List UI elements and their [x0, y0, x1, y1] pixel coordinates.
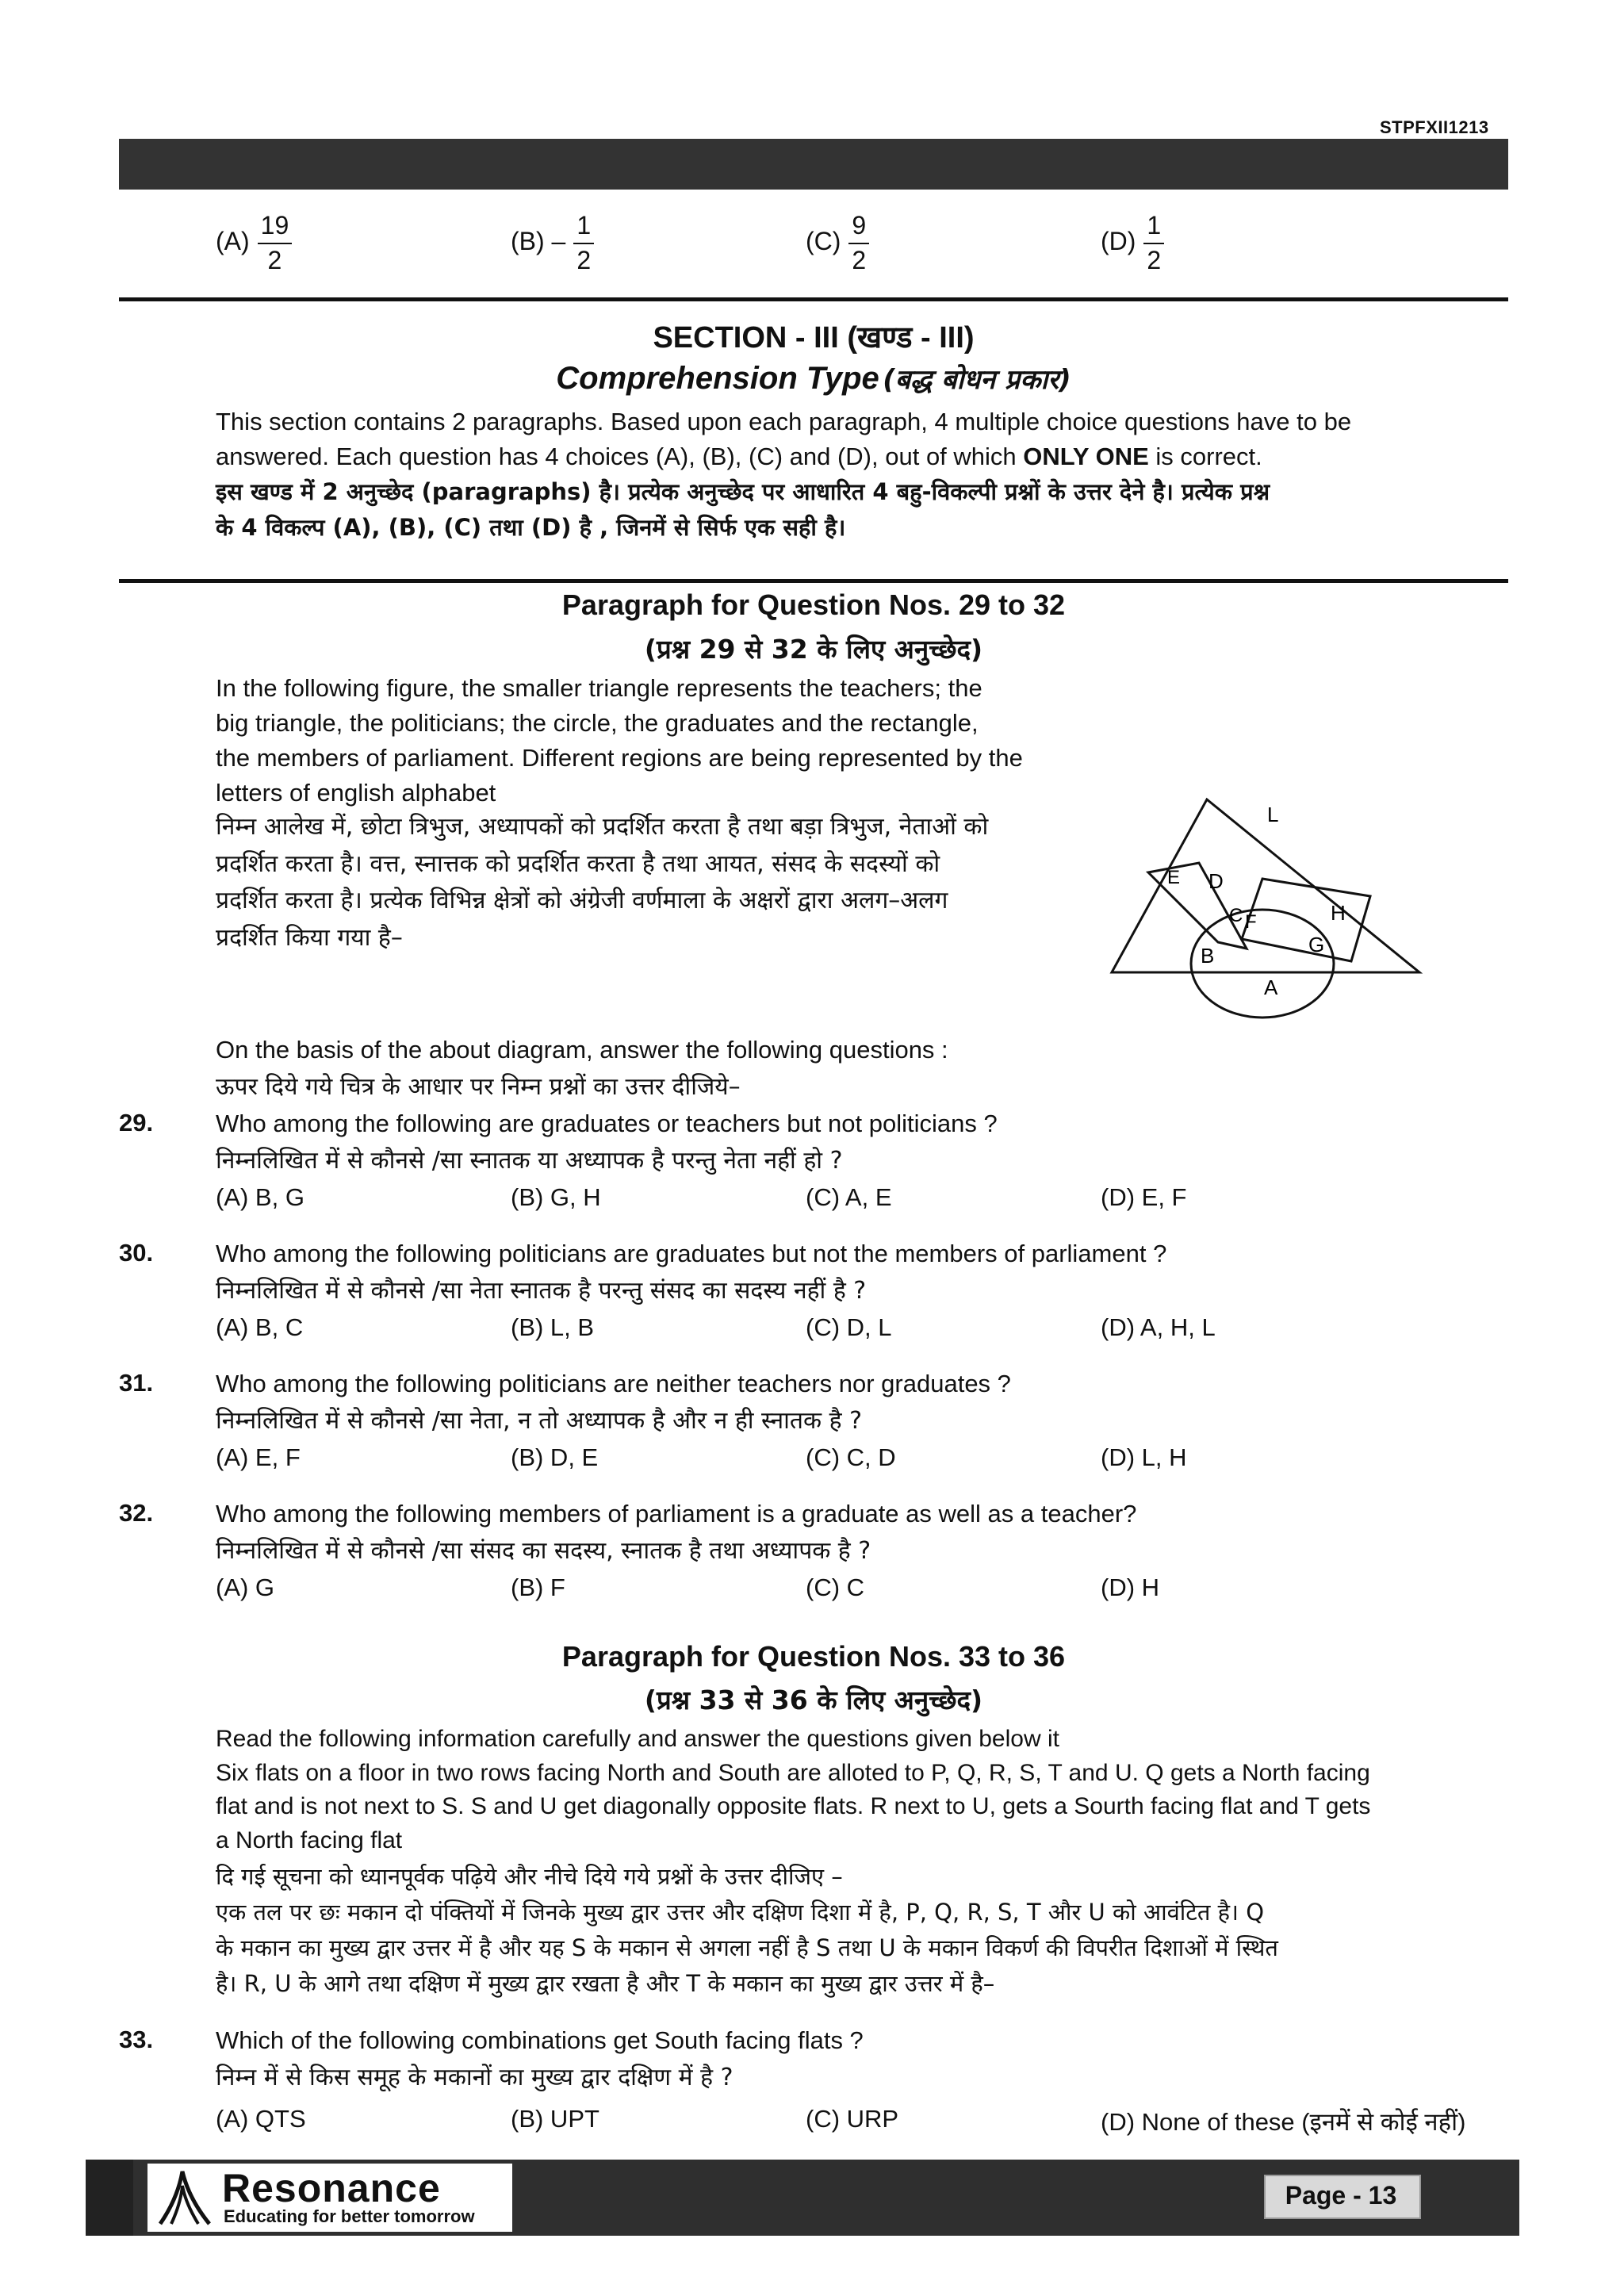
footer-left-block [86, 2160, 133, 2236]
section-intro-hi [216, 474, 1508, 546]
answer-option[interactable]: (C) D, L [806, 1313, 892, 1341]
option-label: (B) – [511, 227, 566, 256]
text-line: निम्न आलेख में, छोटा त्रिभुज, अध्यापकों को प्रदर्शित करता है तथा बड़ा त्रिभुज, नेताओं को [216, 813, 989, 841]
question-text-hi: निम्नलिखित में से कौनसे /सा स्नातक या अध्यापक है परन्तु नेता नहीं हो ? [216, 1146, 843, 1175]
text-line: दि गई सूचना को ध्यानपूर्वक पढ़िये और नीचे दिये गये प्रश्नों के उत्तर दीजिए – [216, 1863, 843, 1890]
resonance-logo-icon [154, 2167, 216, 2229]
basis-text-hi: ऊपर दिये गये चित्र के आधार पर निम्न प्रश्नों का उत्तर दीजिये– [216, 1073, 741, 1101]
question-30 [216, 1236, 1508, 1309]
answer-option[interactable]: (D) L, H [1101, 1443, 1187, 1471]
basis-text-en: On the basis of the about diagram, answer the following questions : [216, 1036, 948, 1064]
answer-option[interactable]: (C) A, E [806, 1183, 892, 1211]
paragraph2-text-hi [216, 1859, 1508, 2002]
text-line: the members of parliament. Different regions are being represented by the [216, 744, 1023, 772]
section-title: SECTION - III (खण्ड - III) [653, 321, 975, 355]
question-text-en: Which of the following combinations get South facing flats ? [216, 2026, 864, 2054]
intro-text: is correct. [1148, 443, 1262, 471]
subtitle-hi: (बद्ध बोधन प्रकार) [883, 364, 1071, 396]
paragraph1-heading: Paragraph for Question Nos. 29 to 32 [561, 588, 1066, 621]
text-line: प्रदर्शित करता है। प्रत्येक विभिन्न क्षेत्रों को अंग्रेजी वर्णमाला के अक्षरों द्वारा अलग–अलग [216, 887, 948, 914]
intro-line: This section contains 2 paragraphs. Based upon each paragraph, 4 multiple choice questions have to be [216, 408, 1352, 435]
label-f: F [1245, 911, 1257, 933]
paragraph1-text-hi [216, 809, 1116, 956]
text-line: प्रदर्शित करता है। वत्त, स्नात्तक को प्रदर्शित करता है तथा आयत, संसद के सदस्यों को [216, 849, 940, 878]
answer-option[interactable]: (D) H [1101, 1573, 1160, 1601]
page-number: Page - 13 [1285, 2181, 1397, 2210]
big-triangle [1112, 799, 1419, 972]
answer-option[interactable]: (A) B, C [216, 1313, 304, 1341]
fraction [258, 213, 293, 274]
question-number: 33. [119, 2026, 154, 2053]
label-h: H [1331, 901, 1346, 925]
venn-diagram [1094, 785, 1427, 1023]
logo-wordmark: Resonance [222, 2166, 441, 2210]
paragraph1-heading-hi: (प्रश्न 29 से 32 के लिए अनुच्छेद) [644, 634, 983, 665]
question-text-en: Who among the following are graduates or teachers but not politicians ? [216, 1110, 998, 1137]
answer-option[interactable]: (B) UPT [511, 2105, 599, 2133]
label-b: B [1201, 944, 1215, 968]
text-line: big triangle, the politicians; the circle, the graduates and the rectangle, [216, 709, 979, 738]
option-label: (D) [1101, 227, 1136, 256]
numerator: 1 [1143, 213, 1164, 244]
denominator: 2 [576, 245, 592, 274]
denominator: 2 [1147, 245, 1162, 274]
numerator: 9 [848, 213, 869, 244]
question-29 [216, 1106, 1508, 1179]
text-line: के मकान का मुख्य द्वार उत्तर में है और यह S के मकान से अगला नहीं है S तथा U के मकान विकर्ण की विपरीत दिशाओं में स्थित [216, 1934, 1278, 1961]
question-31 [216, 1366, 1508, 1439]
intro-emphasis: ONLY ONE [1023, 443, 1149, 471]
question-text-en: Who among the following members of parliament is a graduate as well as a teacher? [216, 1500, 1137, 1527]
denominator: 2 [852, 245, 867, 274]
question-number: 31. [119, 1369, 154, 1397]
question-number: 32. [119, 1499, 154, 1527]
answer-option[interactable]: (C) C [806, 1573, 865, 1601]
answer-option[interactable]: (C) URP [806, 2105, 899, 2133]
label-c: C [1229, 905, 1243, 926]
fraction [848, 213, 869, 274]
text-line: Read the following information carefully and answer the questions given below it [216, 1726, 1059, 1752]
prev-option-c [806, 213, 869, 274]
logo-tagline: Educating for better tomorrow [224, 2206, 475, 2226]
answer-option[interactable]: (B) D, E [511, 1443, 599, 1471]
label-e: E [1167, 867, 1181, 888]
paragraph2-text-en [216, 1723, 1508, 1857]
text-line: प्रदर्शित किया गया है– [216, 923, 403, 952]
question-text-hi: निम्न में से किस समूह के मकानों का मुख्य द्वार दक्षिण में है ? [216, 2063, 733, 2091]
intro-text: answered. Each question has 4 choices (A), (B), (C) and (D), out of which [216, 443, 1024, 471]
option-label: (C) [806, 227, 841, 256]
numerator: 19 [258, 213, 293, 244]
label-l: L [1267, 803, 1279, 826]
question-33 [216, 2022, 1508, 2096]
answer-option[interactable]: (D) E, F [1101, 1183, 1187, 1211]
answer-option[interactable]: (A) QTS [216, 2105, 306, 2133]
divider [119, 579, 1508, 583]
answer-option[interactable]: (B) L, B [511, 1313, 595, 1341]
answer-option[interactable]: (D) A, H, L [1101, 1313, 1216, 1341]
prev-option-b [511, 213, 594, 274]
section-subtitle [119, 360, 1508, 397]
intro-line: इस खण्ड में 2 अनुच्छेद (paragraphs) है। प्रत्येक अनुच्छेद पर आधारित 4 बहु-विकल्पी प्रश्नों के उत्तर देने है। प्रत्येक प्रश्न [216, 478, 1270, 505]
text-line: है। R, U के आगे तथा दक्षिण में मुख्य द्वार रखता है और T के मकान का मुख्य द्वार उत्तर में है– [216, 1969, 995, 1997]
text-line: Six flats on a floor in two rows facing North and South are alloted to P, Q, R, S, T and U. Q gets a North facing [216, 1759, 1370, 1786]
label-a: A [1264, 976, 1278, 999]
paragraph1-text-en [216, 671, 1116, 811]
label-g: G [1308, 933, 1325, 956]
document-code: STPFXII1213 [1380, 117, 1489, 137]
text-line: एक तल पर छः मकान दो पंक्तियों में जिनके मुख्य द्वार उत्तर और दक्षिण दिशा में है, P, Q, R, S, T और U को आवंटित है। Q [216, 1898, 1265, 1926]
prev-option-d [1101, 213, 1164, 274]
paragraph2-heading-hi: (प्रश्न 33 से 36 के लिए अनुच्छेद) [644, 1685, 983, 1715]
question-text-hi: निम्नलिखित में से कौनसे /सा नेता स्नातक है परन्तु संसद का सदस्य नहीं है ? [216, 1276, 867, 1305]
answer-option[interactable]: (D) None of these (इनमें से कोई नहीं) [1101, 2108, 1466, 2136]
question-text-hi: निम्नलिखित में से कौनसे /सा संसद का सदस्य, स्नातक है तथा अध्यापक है ? [216, 1536, 871, 1565]
option-label: (A) [216, 227, 250, 256]
question-text-en: Who among the following politicians are graduates but not the members of parliament ? [216, 1240, 1167, 1267]
answer-option[interactable]: (A) G [216, 1573, 275, 1601]
answer-option[interactable]: (B) F [511, 1573, 565, 1601]
label-d: D [1208, 869, 1224, 893]
header-bar [119, 139, 1508, 190]
text-line: In the following figure, the smaller triangle represents the teachers; the [216, 674, 982, 702]
fraction [573, 213, 594, 274]
text-line: letters of english alphabet [216, 779, 496, 807]
question-text-hi: निम्नलिखित में से कौनसे /सा नेता, न तो अध्यापक है और न ही स्नातक है ? [216, 1406, 862, 1435]
paragraph2-heading: Paragraph for Question Nos. 33 to 36 [561, 1640, 1066, 1673]
answer-option[interactable]: (A) E, F [216, 1443, 301, 1471]
denominator: 2 [267, 245, 282, 274]
text-line: flat and is not next to S. S and U get diagonally opposite flats. R next to U, gets a Sourth facing flat and T gets [216, 1793, 1371, 1820]
intro-line: के 4 विकल्प (A), (B), (C) तथा (D) है , जिनमें से सिर्फ एक सही है। [216, 513, 846, 541]
divider [119, 297, 1508, 301]
text-line: a North facing flat [216, 1826, 403, 1853]
question-number: 29. [119, 1109, 154, 1137]
numerator: 1 [573, 213, 594, 244]
fraction [1143, 213, 1164, 274]
question-text-en: Who among the following politicians are neither teachers nor graduates ? [216, 1370, 1011, 1397]
section-intro-en [216, 404, 1508, 474]
intro-line [216, 439, 1508, 474]
answer-option[interactable]: (C) C, D [806, 1443, 896, 1471]
answer-option[interactable]: (A) B, G [216, 1183, 304, 1211]
question-number: 30. [119, 1239, 154, 1267]
question-32 [216, 1496, 1508, 1570]
answer-option[interactable]: (B) G, H [511, 1183, 601, 1211]
prev-option-a [216, 213, 292, 274]
subtitle-en: Comprehension Type [556, 361, 879, 396]
